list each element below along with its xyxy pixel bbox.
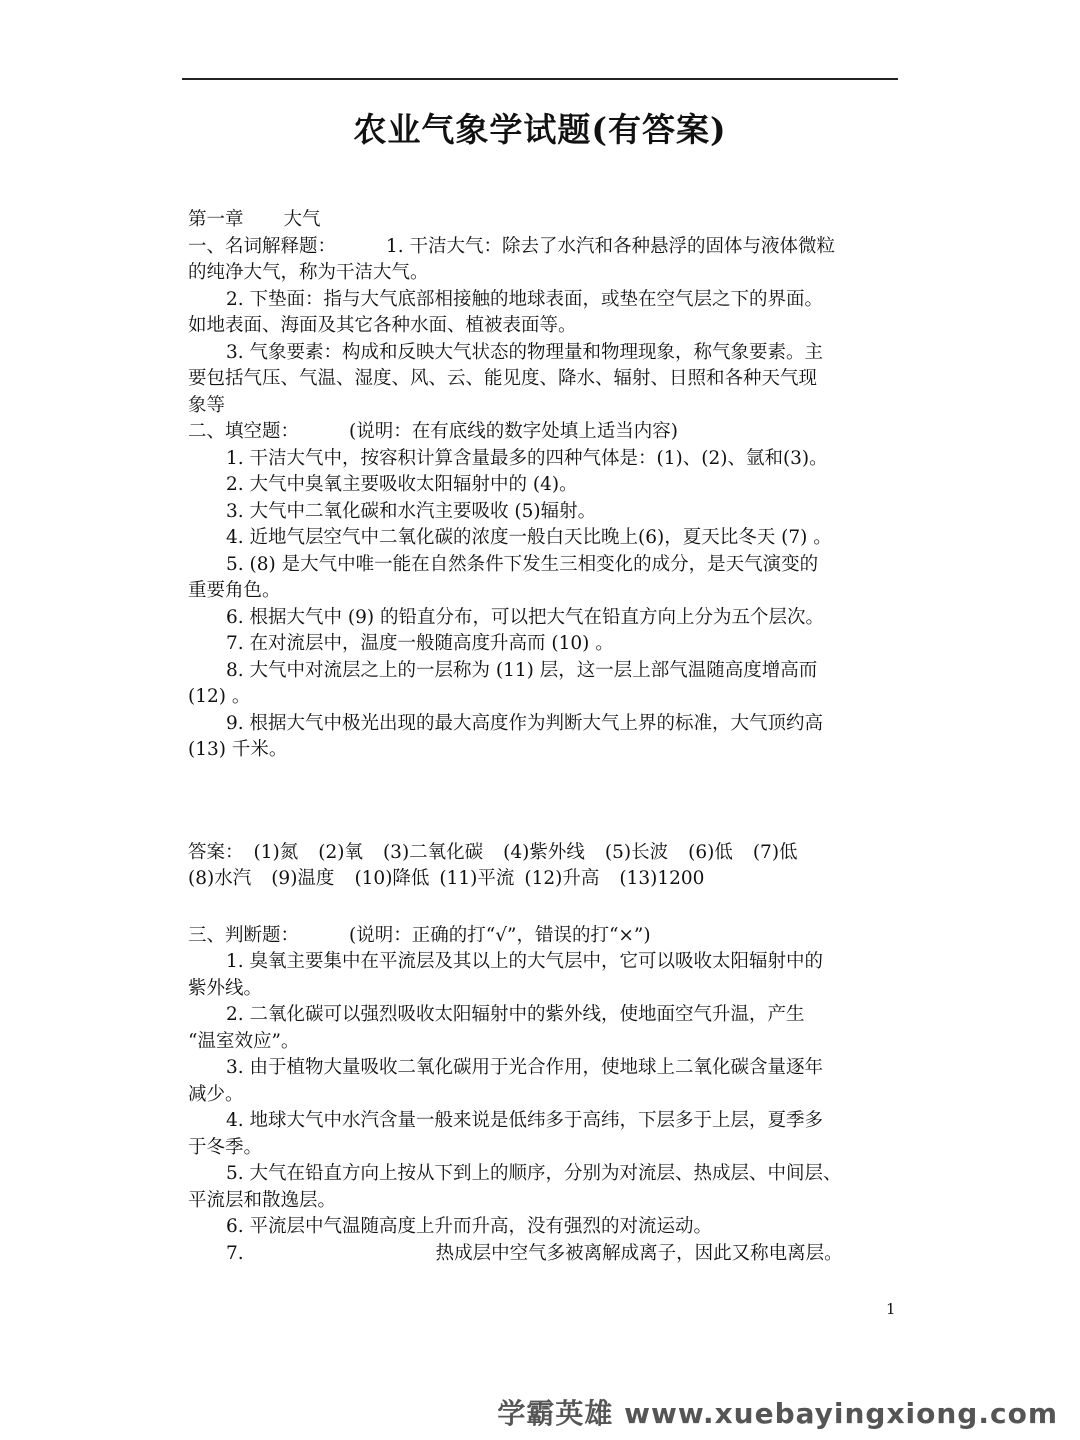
section3-item1-line2: 紫外线。 <box>188 977 263 999</box>
answer-item: (10)降低 <box>354 868 430 889</box>
section2-item2: 2. 大气中臭氧主要吸收太阳辐射中的 (4)。 <box>226 474 578 495</box>
answer-item: (4)紫外线 <box>503 841 585 863</box>
section3-item7 <box>188 1241 913 1268</box>
section3-item1-line1: 1. 臭氧主要集中在平流层及其以上的大气层中，它可以吸收太阳辐射中的 <box>226 951 824 972</box>
section2-item9-line2: (13) 千米。 <box>188 739 288 760</box>
section2-note: (说明：在有底线的数字处填上适当内容) <box>349 421 678 442</box>
answer-item: (2)氧 <box>318 841 363 863</box>
chapter-label: 第一章 <box>188 209 244 230</box>
section2-item8-line1: 8. 大气中对流层之上的一层称为 (11) 层，这一层上部气温随高度增高而 <box>226 659 818 681</box>
answers-label: 答案： <box>188 841 244 863</box>
section1-item2-line1: 2. 下垫面：指与大气底部相接触的地球表面，或垫在空气层之下的界面。 <box>226 288 824 310</box>
section2-heading-line <box>188 419 913 446</box>
answer-item: (5)长波 <box>604 841 669 863</box>
section2-item8-line2: (12) 。 <box>188 686 251 707</box>
section3-item3-line1: 3. 由于植物大量吸收二氧化碳用于光合作用，使地球上二氧化碳含量逐年 <box>226 1057 824 1078</box>
answer-item: (11)平流 <box>439 868 515 889</box>
section2-item6: 6. 根据大气中 (9) 的铅直分布，可以把大气在铅直方向上分为五个层次。 <box>226 606 825 628</box>
section3-item4-line2: 于冬季。 <box>188 1136 263 1158</box>
chapter-name: 大气 <box>283 209 321 230</box>
site-watermark: 学霸英雄 www.xuebayingxiong.com <box>497 1397 1058 1430</box>
answer-item: (7)低 <box>752 841 798 863</box>
section3-item7-text: 热成层中空气多被离解成离子，因此又称电离层。 <box>435 1242 843 1264</box>
section3-item2-line1: 2. 二氧化碳可以强烈吸收太阳辐射中的紫外线，使地面空气升温，产生 <box>226 1004 805 1025</box>
chapter-heading <box>188 207 913 234</box>
section1-item2-line2: 如地表面、海面及其它各种水面、植被表面等。 <box>188 315 577 336</box>
document-body <box>188 207 913 1267</box>
header-rule <box>182 78 898 80</box>
answer-item: (8)水汽 <box>188 868 252 889</box>
section1-heading: 一、名词解释题： <box>188 235 337 257</box>
section1-item3-line1: 3. 气象要素：构成和反映大气状态的物理量和物理现象，称气象要素。主 <box>226 341 824 363</box>
section3-heading: 三、判断题： <box>188 924 300 946</box>
answer-item: (3)二氧化碳 <box>382 841 484 863</box>
section2-item3: 3. 大气中二氧化碳和水汽主要吸收 (5)辐射。 <box>226 500 597 522</box>
section2-item5-line2: 重要角色。 <box>188 580 281 601</box>
answers-row2 <box>188 866 913 893</box>
section1-first-line <box>188 234 913 261</box>
answer-item: (12)升高 <box>524 868 600 889</box>
section3-item2-line2: “温室效应”。 <box>188 1030 300 1052</box>
section1-item1-line2: 的纯净大气，称为干洁大气。 <box>188 262 429 283</box>
section3-heading-line <box>188 923 913 950</box>
document-title: 农业气象学试题(有答案) <box>353 110 727 149</box>
section3-item7-number: 7. <box>226 1242 244 1264</box>
section1-item1-line1: 1. 干洁大气：除去了水汽和各种悬浮的固体与液体微粒 <box>386 235 836 257</box>
answers-row1 <box>188 840 913 867</box>
section2-item7: 7. 在对流层中，温度一般随高度升高而 (10) 。 <box>226 633 614 654</box>
section2-item9-line1: 9. 根据大气中极光出现的最大高度作为判断大气上界的标准，大气顶约高 <box>226 712 824 734</box>
section3-item4-line1: 4. 地球大气中水汽含量一般来说是低纬多于高纬，下层多于上层，夏季多 <box>226 1110 824 1131</box>
page-number: 1 <box>886 1300 896 1318</box>
answer-item: (6)低 <box>688 841 733 863</box>
section3-item5-line2: 平流层和散逸层。 <box>188 1189 337 1211</box>
section3-item3-line2: 减少。 <box>188 1083 244 1105</box>
section2-item5-line1: 5. (8) 是大气中唯一能在自然条件下发生三相变化的成分，是天气演变的 <box>226 553 819 575</box>
answer-item: (9)温度 <box>271 868 335 889</box>
section1-item3-line3: 象等 <box>188 394 226 416</box>
section2-item1: 1. 干洁大气中，按容积计算含量最多的四种气体是：(1)、(2)、氩和(3)。 <box>226 447 828 469</box>
answer-item: (13)1200 <box>619 868 705 889</box>
answer-item: (1)氮 <box>253 841 299 863</box>
section2-item4: 4. 近地气层空气中二氧化碳的浓度一般白天比晚上(6)，夏天比冬天 (7) 。 <box>226 527 832 548</box>
section3-item5-line1: 5. 大气在铅直方向上按从下到上的顺序，分别为对流层、热成层、中间层、 <box>226 1163 842 1184</box>
section1-item3-line2: 要包括气压、气温、湿度、风、云、能见度、降水、辐射、日照和各种天气现 <box>188 368 818 389</box>
section2-heading: 二、填空题： <box>188 421 300 442</box>
section3-note: (说明：正确的打“√”，错误的打“×”) <box>349 924 651 946</box>
section3-item6: 6. 平流层中气温随高度上升而升高，没有强烈的对流运动。 <box>226 1216 713 1237</box>
